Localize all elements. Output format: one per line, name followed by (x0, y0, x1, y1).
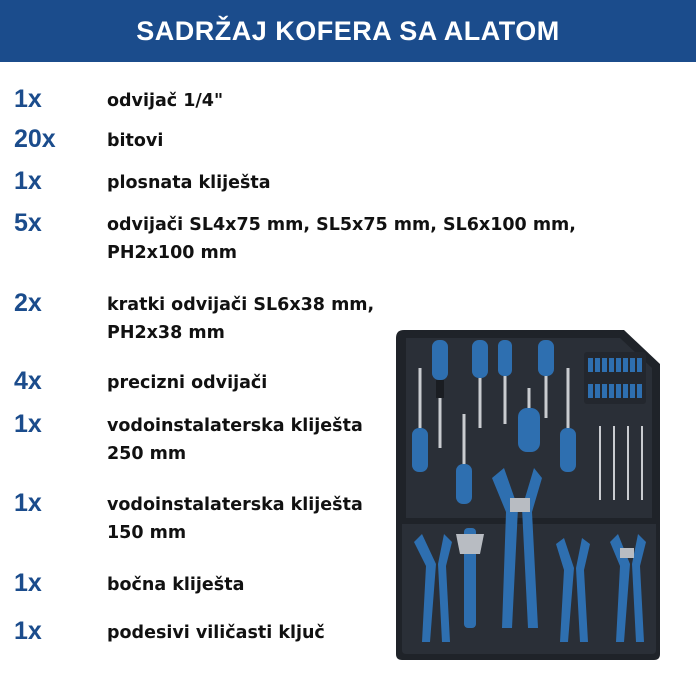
item-description: podesivi viličasti ključ (107, 623, 325, 643)
item-description: vodoinstalaterska kliješta 150 mm (107, 495, 363, 543)
header-banner (0, 0, 696, 62)
page-title: SADRŽAJ KOFERA SA ALATOM (136, 15, 560, 46)
item-quantity: 20x (14, 125, 56, 153)
item-description: precizni odvijači (107, 373, 268, 393)
item-description: vodoinstalaterska kliješta 250 mm (107, 416, 363, 464)
item-description: kratki odvijači SL6x38 mm, PH2x38 mm (107, 295, 375, 343)
item-quantity: 1x (14, 410, 42, 438)
item-description: bitovi (107, 131, 164, 151)
item-description: bočna kliješta (107, 575, 245, 595)
item-description: odvijači SL4x75 mm, SL5x75 mm, SL6x100 mm, PH2x100 mm (107, 215, 576, 263)
item-description: plosnata kliješta (107, 173, 271, 193)
tool-case-image (392, 328, 668, 662)
item-quantity: 1x (14, 167, 42, 195)
item-quantity: 2x (14, 289, 42, 317)
item-quantity: 5x (14, 209, 42, 237)
item-quantity: 1x (14, 569, 42, 597)
item-quantity: 1x (14, 489, 42, 517)
item-quantity: 1x (14, 617, 42, 645)
item-description: odvijač 1/4" (107, 91, 224, 111)
item-quantity: 4x (14, 367, 42, 395)
item-quantity: 1x (14, 85, 42, 113)
